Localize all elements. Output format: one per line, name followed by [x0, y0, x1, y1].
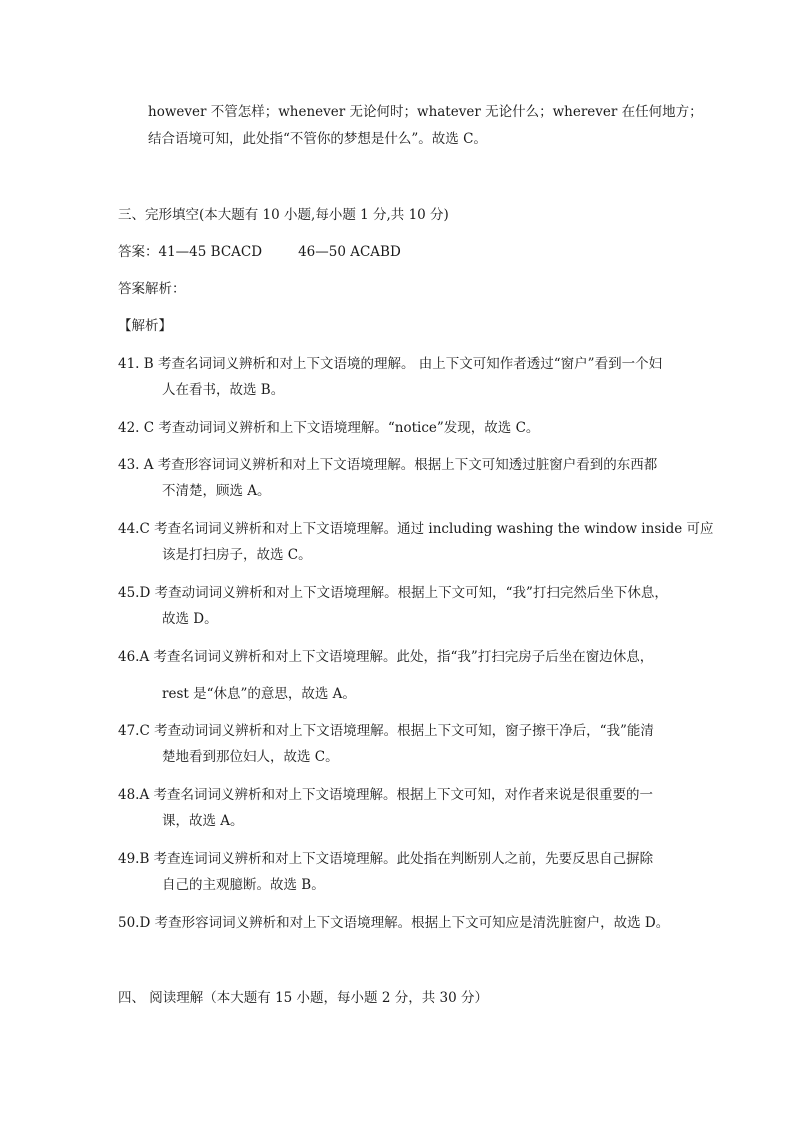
- item-43-line-2: 不清楚，顾选 A。: [162, 483, 271, 499]
- answer-label: 答案：: [118, 244, 159, 260]
- intro-line-1: however 不管怎样；whenever 无论何时；whatever 无论什么；wherever 在任何地方；: [148, 104, 703, 120]
- item-46-line-1: 46.A 考查名词词义辨析和对上下文语境理解。此处，指“我”打扫完房子后坐在窗边休息，: [118, 649, 654, 665]
- answer-group-b: 46—50 ACABD: [298, 244, 401, 260]
- section3-heading: 三、完形填空(本大题有 10 小题,每小题 1 分,共 10 分): [118, 207, 449, 223]
- answer-group-a: 41—45 BCACD: [158, 244, 263, 260]
- item-48-line-1: 48.A 考查名词词义辨析和对上下文语境理解。根据上下文可知，对作者来说是很重要的一: [118, 787, 654, 803]
- analysis-bracket: 【解析】: [118, 318, 172, 334]
- item-49-line-2: 自己的主观臆断。故选 B。: [162, 877, 325, 893]
- item-44-line-1: 44.C 考查名词词义辨析和对上下文语境理解。通过 including washing the window inside 可应: [118, 521, 714, 537]
- item-47-line-2: 楚地看到那位妇人，故选 C。: [162, 749, 339, 765]
- item-46-line-2: rest 是“休息”的意思，故选 A。: [162, 686, 356, 702]
- intro-line-2: 结合语境可知，此处指“不管你的梦想是什么”。故选 C。: [148, 131, 487, 147]
- analysis-label: 答案解析：: [118, 281, 186, 297]
- item-47-line-1: 47.C 考查动词词义辨析和对上下文语境理解。根据上下文可知，窗子擦干净后，“我”能清: [118, 723, 654, 739]
- item-49-line-1: 49.B 考查连词词义辨析和对上下文语境理解。此处指在判断别人之前，先要反思自己摒除: [118, 851, 654, 867]
- item-45-line-1: 45.D 考查动词词义辨析和对上下文语境理解。根据上下文可知，“我”打扫完然后坐下休息，: [118, 585, 668, 601]
- item-41-line-1: 41. B 考查名词词义辨析和对上下文语境的理解。 由上下文可知作者透过“窗户”看到一个妇: [118, 356, 663, 372]
- item-41-line-2: 人在看书，故选 B。: [162, 382, 285, 398]
- answer-line: [118, 243, 401, 261]
- item-42-line-1: 42. C 考查动词词义辨析和上下文语境理解。“notice”发现，故选 C。: [118, 420, 540, 436]
- item-50-line-1: 50.D 考查形容词词义辨析和对上下文语境理解。根据上下文可知应是清洗脏窗户，故选 D。: [118, 915, 670, 931]
- item-43-line-1: 43. A 考查形容词词义辨析和对上下文语境理解。根据上下文可知透过脏窗户看到的东西都: [118, 457, 658, 473]
- section4-heading: 四、 阅读理解（本大题有 15 小题，每小题 2 分，共 30 分）: [118, 990, 488, 1006]
- item-44-line-2: 该是打扫房子，故选 C。: [162, 547, 312, 563]
- item-48-line-2: 课，故选 A。: [162, 813, 244, 829]
- item-45-line-2: 故选 D。: [162, 611, 218, 627]
